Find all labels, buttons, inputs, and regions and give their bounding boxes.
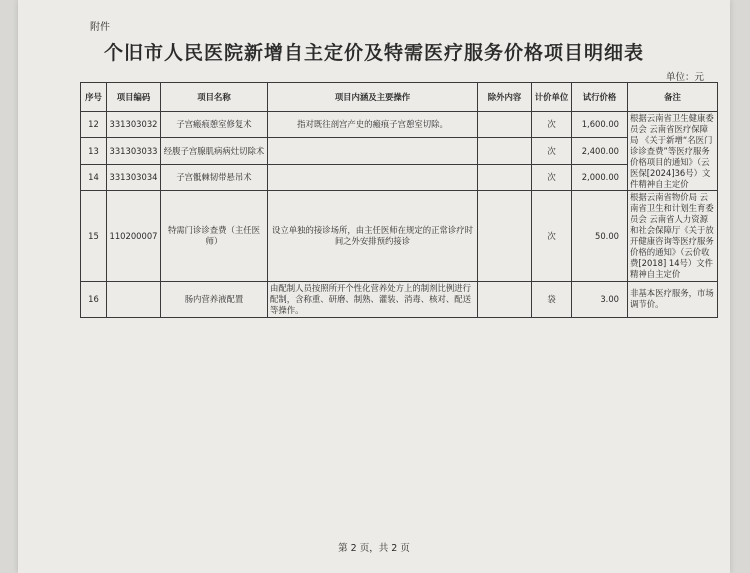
cell-excluded [478, 191, 532, 281]
cell-unit: 次 [532, 138, 572, 164]
table-row [81, 164, 718, 190]
table-header-row [81, 83, 718, 112]
cell-remark: 非基本医疗服务，市场调节价。 [628, 281, 718, 317]
cell-unit: 次 [532, 112, 572, 138]
cell-code: 331303033 [107, 138, 161, 164]
page-footer: 第 2 页，共 2 页 [338, 543, 410, 554]
header-name: 项目名称 [161, 83, 268, 112]
document-title: 个旧市人民医院新增自主定价及特需医疗服务价格项目明细表 [103, 42, 644, 64]
cell-price: 3.00 [572, 281, 628, 317]
cell-name: 特需门诊诊查费（主任医师） [161, 191, 268, 281]
table-row [81, 112, 718, 138]
cell-price: 1,600.00 [572, 112, 628, 138]
price-table [80, 82, 718, 318]
cell-price: 2,000.00 [572, 164, 628, 190]
header-seq: 序号 [81, 83, 107, 112]
cell-content [268, 138, 478, 164]
cell-content: 由配制人员按照所开个性化营养处方上的制剂比例进行配制，含称重、研磨、制熟、灌装、消毒、核对、配送等操作。 [268, 281, 478, 317]
cell-seq: 12 [81, 112, 107, 138]
unit-label: 单位：元 [665, 72, 704, 83]
cell-code: 331303034 [107, 164, 161, 190]
table-row [81, 281, 718, 317]
cell-excluded [478, 138, 532, 164]
cell-remark: 根据云南省物价局 云南省卫生和计划生育委员会 云南省人力资源和社会保障厅《关于放开健康咨询等医疗服务价格的通知》（云价收费[2018] 14号）文件精神自主定价 [628, 191, 718, 281]
cell-name: 肠内营养液配置 [161, 281, 268, 317]
cell-price: 2,400.00 [572, 138, 628, 164]
cell-code: 331303032 [107, 112, 161, 138]
cell-seq: 15 [81, 191, 107, 281]
cell-seq: 13 [81, 138, 107, 164]
cell-unit: 次 [532, 191, 572, 281]
header-content: 项目内涵及主要操作 [268, 83, 478, 112]
cell-content: 设立单独的接诊场所，由主任医师在规定的正常诊疗时间之外安排预约接诊 [268, 191, 478, 281]
cell-name: 子宫骶棘韧带悬吊术 [161, 164, 268, 190]
attachment-label: 附件 [90, 22, 110, 33]
cell-name: 子宫瘢痕憩室修复术 [161, 112, 268, 138]
cell-seq: 14 [81, 164, 107, 190]
cell-seq: 16 [81, 281, 107, 317]
cell-price: 50.00 [572, 191, 628, 281]
cell-code [107, 281, 161, 317]
document-page [18, 0, 730, 573]
cell-excluded [478, 281, 532, 317]
cell-content [268, 164, 478, 190]
cell-code: 110200007 [107, 191, 161, 281]
header-unit: 计价单位 [532, 83, 572, 112]
header-price: 试行价格 [572, 83, 628, 112]
header-code: 项目编码 [107, 83, 161, 112]
cell-excluded [478, 112, 532, 138]
cell-remark-group: 根据云南省卫生健康委员会 云南省医疗保障局 《关于新增“名医门诊诊查费”等医疗服务价格项目的通知》（云医保[2024]36号）文件精神自主定价 [628, 112, 718, 191]
cell-excluded [478, 164, 532, 190]
cell-unit: 袋 [532, 281, 572, 317]
header-remark: 备注 [628, 83, 718, 112]
cell-unit: 次 [532, 164, 572, 190]
table-row [81, 138, 718, 164]
header-excluded: 除外内容 [478, 83, 532, 112]
cell-name: 经腹子宫腺肌病病灶切除术 [161, 138, 268, 164]
table-row [81, 191, 718, 281]
cell-content: 指对既往剖宫产史的瘢痕子宫憩室切除。 [268, 112, 478, 138]
